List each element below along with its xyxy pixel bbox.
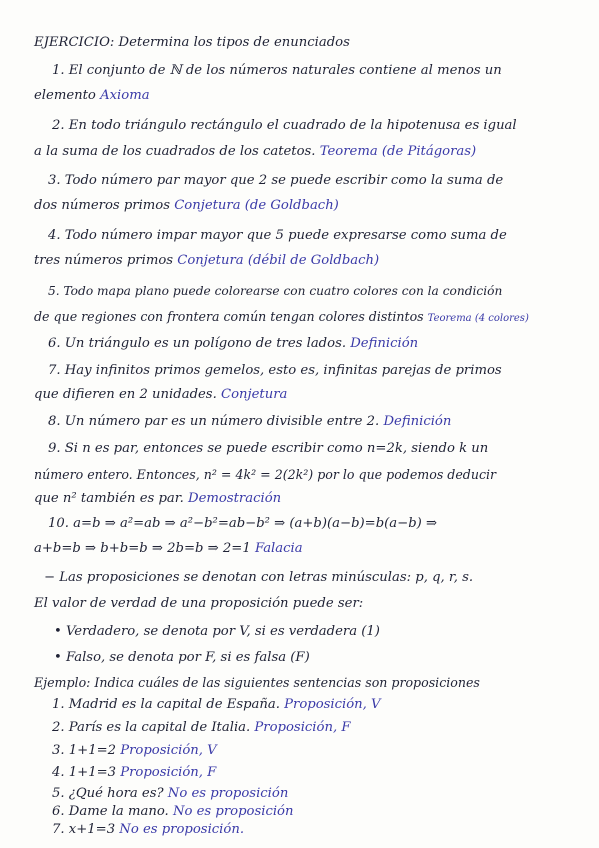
statement-line: 3. Todo número par mayor que 2 se puede escribir como la suma de bbox=[48, 173, 504, 188]
bullet-true: • Verdadero, se denota por V, si es verdadera (1) bbox=[54, 624, 380, 639]
example-item: 4. 1+1=3 Proposición, F bbox=[52, 765, 217, 780]
classification-tag: Teorema (4 colores) bbox=[427, 313, 529, 324]
statement-line: que difieren en 2 unidades. Conjetura bbox=[34, 387, 288, 402]
statement-line: 9. Si n es par, entonces se puede escribir como n=2k, siendo k un bbox=[48, 441, 489, 456]
notation-line: − Las proposiciones se denotan con letras minúsculas: p, q, r, s. bbox=[44, 570, 474, 585]
statement-line: elemento Axioma bbox=[34, 88, 150, 103]
classification-tag: Conjetura (débil de Goldbach) bbox=[177, 253, 380, 268]
classification-tag: No es proposición. bbox=[119, 822, 245, 837]
statement-line: 2. En todo triángulo rectángulo el cuadrado de la hipotenusa es igual bbox=[52, 118, 517, 133]
statement-line: 5. Todo mapa plano puede colorearse con cuatro colores con la condición bbox=[48, 284, 503, 298]
classification-tag: No es proposición bbox=[172, 804, 294, 819]
statement-line: que n² también es par. Demostración bbox=[34, 491, 282, 506]
example-item: 3. 1+1=2 Proposición, V bbox=[52, 743, 217, 758]
statement-line: de que regiones con frontera común tengan colores distintos Teorema (4 colores) bbox=[34, 309, 529, 324]
statement-line: número entero. Entonces, n² = 4k² = 2(2k²) por lo que podemos deducir bbox=[34, 467, 497, 482]
classification-tag: Definición bbox=[350, 336, 419, 351]
classification-tag: Definición bbox=[383, 414, 452, 429]
classification-tag: Proposición, V bbox=[284, 697, 381, 712]
classification-tag: Proposición, F bbox=[120, 765, 217, 780]
exercise-heading: EJERCICIO: Determina los tipos de enunciados bbox=[34, 35, 350, 50]
statement-line: a la suma de los cuadrados de los catetos. Teorema (de Pitágoras) bbox=[34, 144, 477, 159]
classification-tag: Teorema (de Pitágoras) bbox=[319, 144, 477, 159]
classification-tag: Proposición, V bbox=[120, 743, 217, 758]
statement-line: 8. Un número par es un número divisible entre 2. Definición bbox=[48, 414, 452, 429]
example-heading: Ejemplo: Indica cuáles de las siguientes sentencias son proposiciones bbox=[34, 675, 480, 690]
example-item: 7. x+1=3 No es proposición. bbox=[52, 822, 245, 837]
bullet-false: • Falso, se denota por F, si es falsa (F) bbox=[54, 650, 310, 665]
classification-tag: Conjetura (de Goldbach) bbox=[174, 198, 339, 213]
classification-tag: Axioma bbox=[100, 88, 150, 103]
example-item: 2. París es la capital de Italia. Proposición, F bbox=[52, 720, 351, 735]
statement-line: tres números primos Conjetura (débil de Goldbach) bbox=[34, 253, 380, 268]
statement-line: 7. Hay infinitos primos gemelos, esto es, infinitas parejas de primos bbox=[48, 363, 502, 378]
classification-tag: Falacia bbox=[254, 541, 303, 556]
example-item: 1. Madrid es la capital de España. Proposición, V bbox=[52, 697, 381, 712]
example-item: 6. Dame la mano. No es proposición bbox=[52, 804, 294, 819]
statement-line: a+b=b ⇒ b+b=b ⇒ 2b=b ⇒ 2=1 Falacia bbox=[34, 541, 303, 556]
truth-value-heading: El valor de verdad de una proposición puede ser: bbox=[34, 596, 364, 611]
statement-line: 1. El conjunto de ℕ de los números naturales contiene al menos un bbox=[52, 63, 502, 78]
statement-line: 10. a=b ⇒ a²=ab ⇒ a²−b²=ab−b² ⇒ (a+b)(a−b)=b(a−b) ⇒ bbox=[48, 516, 438, 531]
classification-tag: Demostración bbox=[188, 491, 282, 506]
classification-tag: Proposición, F bbox=[254, 720, 351, 735]
example-item: 5. ¿Qué hora es? No es proposición bbox=[52, 786, 289, 801]
classification-tag: No es proposición bbox=[167, 786, 289, 801]
statement-line: dos números primos Conjetura (de Goldbach) bbox=[34, 198, 339, 213]
statement-line: 4. Todo número impar mayor que 5 puede expresarse como suma de bbox=[48, 228, 507, 243]
classification-tag: Conjetura bbox=[220, 387, 288, 402]
statement-line: 6. Un triángulo es un polígono de tres lados. Definición bbox=[48, 336, 419, 351]
